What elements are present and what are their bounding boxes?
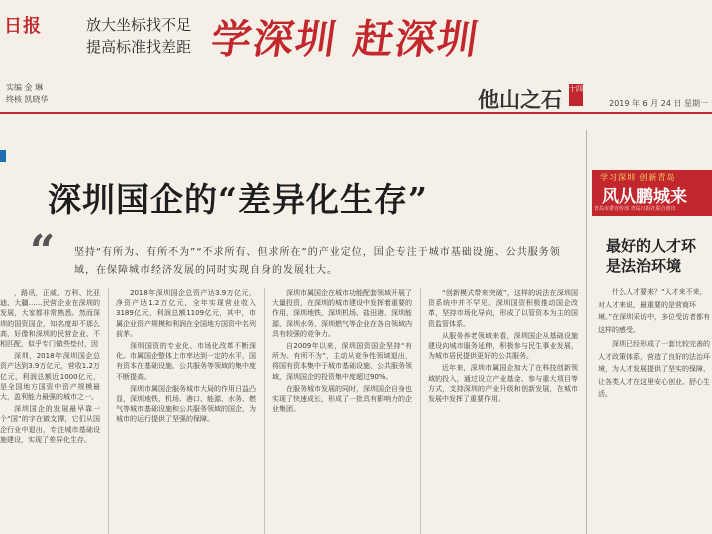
paragraph: 深圳，2018年深圳国企总资产达到3.9万亿元，营收1.2万亿元，利润总额近1000亿元，是全国地方国资中资产规模最大，盈利能力最强的城市之一。 [0, 352, 100, 402]
column-divider [420, 288, 421, 534]
article-column-1 [0, 288, 100, 534]
masthead-rule [0, 112, 712, 114]
paragraph: 从服务养老领域来看，深圳国企从基础设施建设向城市服务延伸，积极参与民生事业发展，为城市居民提供更好的公共服务。 [428, 331, 578, 361]
editor-line-2: 终核 凯晓华 [6, 95, 49, 104]
paragraph: 深圳国企的发展最早靠一个“国”的字在做支撑，它们从国企行业中退出，专注城市基础设施建设，实现了差异化生存。 [0, 405, 100, 444]
sidebar-separator [586, 130, 587, 534]
promo-subtitle: 青岛市委宣传部 青岛日报社联合推出 [594, 206, 676, 212]
quote-mark-icon: “ [30, 226, 56, 277]
article-column-2 [116, 288, 256, 534]
slogan [86, 14, 191, 58]
paragraph: 近年来，深圳市属国企加大了在科技创新领域的投入，通过设立产业基金、参与重大项目等方式，支持深圳的产业升级和创新发展，在城市发展中发挥了重要作用。 [428, 364, 578, 404]
paper-name-fragment: 日报 [4, 16, 42, 37]
article-column-4 [428, 288, 578, 534]
paragraph: 深圳已经形成了一套比较完善的人才政策体系，营造了良好的法治环境，为人才发展提供了坚实的保障，让各类人才在这里安心创业、舒心生活。 [598, 340, 710, 398]
paragraph: 自2009年以来，深圳国资国企坚持“有所为、有所不为”，主动从竞争性领域退出，将国有资本集中于城市基础设施、公共服务领域，深圳国企的投资集中度超过90%。 [272, 342, 412, 381]
column-divider [264, 288, 265, 534]
sidebar-body [598, 286, 712, 534]
promo-title: 学习深圳 创新青岛 [600, 173, 676, 182]
editor-credits [6, 82, 49, 106]
article-column-3 [272, 288, 412, 534]
column-badge: 十四 [569, 84, 583, 106]
paragraph: “创新模式带来突破”，这样的说法在深圳国资系统中并不罕见。深圳国资积极推动国企改革，坚持市场化导向，形成了以管资本为主的国资监管体系。 [428, 289, 578, 328]
slogan-line-1: 放大坐标找不足 [86, 16, 192, 34]
weekday-text: 星期一 [684, 99, 708, 108]
column-name: 他山之石 [478, 87, 562, 112]
paragraph: ，路讯，正威、万科、比亚迪、大疆……民营企业在深圳的发展，大家都非常熟悉。然而深圳的国资国企，知名度却不那么高，好像和深圳的民营企业、不相匹配，似乎专门做些垫付，因 [0, 289, 100, 349]
column-divider [108, 288, 109, 534]
editor-line-1: 实编 金 琳 [6, 83, 44, 92]
article-lead: 坚持“有所为、有所不为”“不求所有、但求所在”的产业定位，国企专注于城市基础设施、公共服务领域，在保障城市经济发展的同时实现自身的发展壮大。 [74, 247, 561, 276]
paragraph: 在服务城市发展的同时，深圳国企自身也实现了快速成长，形成了一批具有影响力的企业集团。 [272, 384, 412, 414]
paragraph: 什么人才要来？“人才来不来，对人才来说，最重要的是营商环境。”在深圳采访中，多位受访者都有这样的感受。 [598, 288, 711, 334]
article-headline: 深圳国企的“差异化生存” [48, 180, 428, 219]
calligraphy-title: 学深圳 赶深圳 [208, 16, 483, 63]
sidebar-headline: 最好的人才环 是法治环境 [606, 237, 697, 275]
paragraph: 深圳市属国企在城市功能配套领域开展了大量投资，在深圳的城市建设中发挥着重要的作用，深圳地铁、深圳机场、盐田港、深圳能源、深圳水务、深圳燃气等企业在各自领域内具有较强的竞争力。 [272, 289, 412, 338]
promo-main: 风从鹏城来 [602, 187, 687, 207]
paragraph: 深圳市属国企服务城市大局的作用日益凸显，深圳地铁、机场、港口、能源、水务、燃气等城市基础设施和公共服务领域的国企，为城市的运行提供了坚强的保障。 [116, 384, 256, 424]
date-text: 2019 年 6 月 24 日 [609, 99, 682, 108]
slogan-line-2: 提高标准找差距 [86, 38, 192, 56]
section-marker [0, 150, 6, 162]
paragraph: 深圳国资的专业化、市场化改革不断深化。市属国企整体上市率达到一定的水平，国有资本在基础设施、公共服务等领域的集中度不断提高。 [116, 342, 256, 381]
promo-banner [592, 170, 712, 216]
issue-date [609, 98, 708, 109]
paragraph: 2018年深圳国企总资产达3.9万亿元，净资产达1.2万亿元，全年实现营业收入3189亿元，利润总额1109亿元，其中，市属企业资产规模和利润在全国地方国资中名列前茅。 [116, 289, 256, 338]
